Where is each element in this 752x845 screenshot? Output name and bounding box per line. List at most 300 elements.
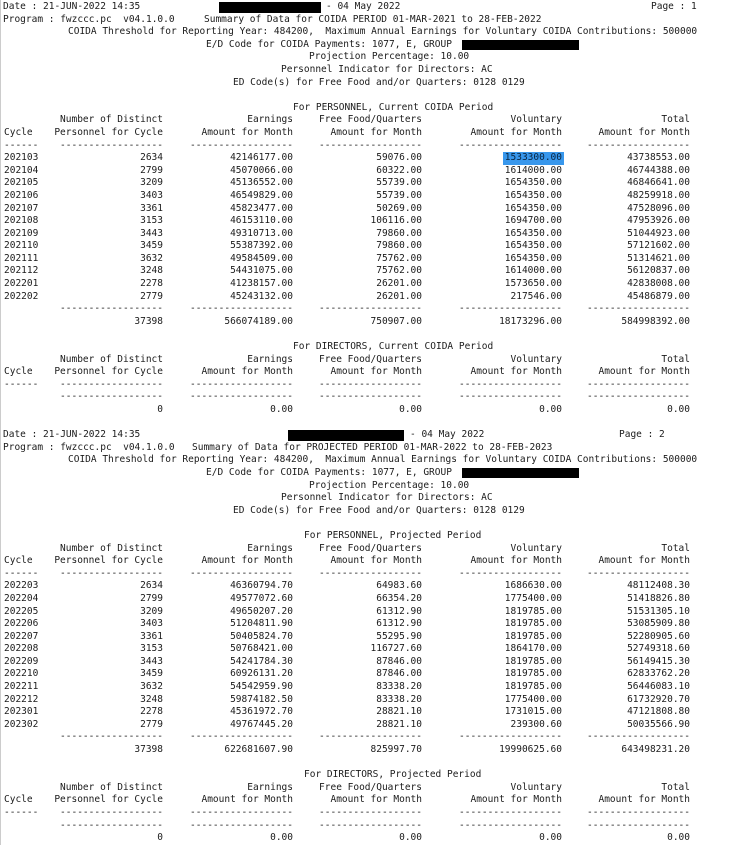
page-header-line-1	[1, 429, 751, 442]
cell-cycle: 202112	[4, 265, 39, 277]
cell-cycle: 202206	[4, 618, 39, 630]
cell-earnings: 45361972.70	[230, 706, 293, 718]
total-personnel-count: 37398	[134, 744, 163, 756]
col-header: Free Food/Quarters	[319, 781, 422, 793]
dash-rule: ------------------	[587, 567, 690, 579]
cell-voluntary: 1775400.00	[504, 592, 562, 604]
col-header: Amount for Month	[201, 794, 293, 806]
page-header-line-2	[1, 14, 751, 27]
dash-rule: ------------------	[319, 567, 422, 579]
table-row[interactable]	[1, 215, 690, 228]
cell-total: 51044923.00	[627, 227, 690, 239]
redacted-company-name-box	[288, 430, 404, 441]
column-header-top	[1, 114, 690, 127]
threshold-text: COIDA Threshold for Reporting Year: 484200, Maximum Annual Earnings for Voluntary COIDA Contributions: 500000	[68, 26, 698, 38]
totals-separator	[1, 820, 690, 833]
dash-rule: ------------------	[60, 819, 163, 831]
col-header: Amount for Month	[330, 794, 422, 806]
cell-personnel-count: 2278	[140, 278, 163, 290]
dash-rule: ------------------	[459, 819, 562, 831]
dash-rule: ------------------	[587, 807, 690, 818]
col-header: Personnel for Cycle	[54, 126, 163, 138]
total-voluntary: 18173296.00	[499, 315, 562, 327]
table-row[interactable]	[1, 177, 690, 190]
cell-voluntary: 1654350.00	[504, 177, 562, 189]
cell-cycle: 202210	[4, 668, 39, 680]
dash-rule: ------	[4, 378, 39, 390]
cell-voluntary: 1573650.00	[504, 278, 562, 290]
page-number-label: Page : 1	[651, 1, 697, 12]
cell-free-food: 26201.00	[376, 278, 422, 290]
cell-free-food: 55739.00	[376, 189, 422, 201]
totals-row	[1, 404, 690, 417]
col-header: Amount for Month	[330, 555, 422, 567]
cell-voluntary: 1654350.00	[504, 252, 562, 264]
total-free-food: 0.00	[399, 832, 422, 844]
cell-cycle: 202207	[4, 630, 39, 642]
cell-free-food: 61312.90	[376, 618, 422, 630]
cell-free-food: 28821.10	[376, 718, 422, 730]
cell-voluntary[interactable]: 1533300.00	[504, 152, 562, 164]
projection-line	[1, 480, 751, 493]
cell-cycle: 202104	[4, 164, 39, 176]
cell-personnel-count: 3153	[140, 643, 163, 655]
cell-earnings: 59874182.50	[230, 693, 293, 705]
header-underline	[1, 379, 690, 392]
cell-total: 50035566.90	[627, 718, 690, 730]
col-header: Free Food/Quarters	[319, 542, 422, 554]
col-header: Free Food/Quarters	[319, 353, 422, 365]
dash-rule: ------	[4, 139, 39, 151]
col-header: Amount for Month	[201, 555, 293, 567]
cell-personnel-count: 2799	[140, 164, 163, 176]
cell-total: 56149415.30	[627, 655, 690, 667]
total-earnings: 622681607.90	[224, 744, 293, 756]
run-date-suffix: - 04 May 2022	[410, 429, 485, 441]
cell-personnel-count: 3153	[140, 215, 163, 227]
dash-rule: ------------------	[60, 807, 163, 818]
table-row[interactable]	[1, 668, 690, 681]
projection-text: Projection Percentage: 10.00	[309, 479, 470, 491]
cell-earnings: 42146177.00	[230, 152, 293, 164]
blank-line	[1, 417, 751, 430]
dash-rule: ------------------	[459, 391, 562, 403]
cell-total: 47121808.80	[627, 706, 690, 718]
dash-rule: ------------------	[60, 391, 163, 403]
col-header: Amount for Month	[598, 555, 690, 567]
report-title: Summary of Data for PROJECTED PERIOD 01-MAR-2022 to 28-FEB-2023	[192, 441, 553, 453]
dash-rule: ------------------	[319, 139, 422, 151]
column-header-top	[1, 782, 690, 795]
table-title: For PERSONNEL, Current COIDA Period	[293, 101, 494, 113]
cell-earnings: 49577072.60	[230, 592, 293, 604]
dash-rule: ------------------	[190, 807, 293, 818]
header-underline	[1, 140, 690, 153]
cell-total: 52280905.60	[627, 630, 690, 642]
total-earnings: 0.00	[270, 404, 293, 415]
table-title-line	[1, 769, 751, 782]
total-free-food: 0.00	[399, 404, 422, 415]
cell-voluntary: 1819785.00	[504, 668, 562, 680]
cell-voluntary: 1775400.00	[504, 693, 562, 705]
cell-total: 51531305.10	[627, 605, 690, 617]
cell-personnel-count: 3443	[140, 655, 163, 667]
cell-total: 51314621.00	[627, 252, 690, 264]
col-header: Number of Distinct	[60, 114, 163, 126]
header-underline	[1, 807, 690, 820]
cell-voluntary: 1819785.00	[504, 618, 562, 630]
totals-separator	[1, 731, 690, 744]
cell-cycle: 202110	[4, 240, 39, 252]
projection-line	[1, 51, 751, 64]
date-label: Date : 21-JUN-2022 14:35	[3, 1, 141, 12]
cell-free-food: 26201.00	[376, 290, 422, 302]
total-voluntary: 0.00	[539, 404, 562, 415]
total-personnel-count: 0	[157, 404, 163, 415]
cell-cycle: 202106	[4, 189, 39, 201]
dash-rule: ------------------	[459, 139, 562, 151]
total-voluntary: 19990625.60	[499, 744, 562, 756]
col-header: Earnings	[247, 542, 293, 554]
dash-rule: ------------------	[459, 303, 562, 315]
col-header: Number of Distinct	[60, 781, 163, 793]
blank-line	[1, 757, 751, 770]
cell-personnel-count: 2799	[140, 592, 163, 604]
cell-cycle: 202105	[4, 177, 39, 189]
table-row[interactable]	[1, 190, 690, 203]
cell-personnel-count: 2634	[140, 152, 163, 164]
cell-total: 46744388.00	[627, 164, 690, 176]
table-title-line	[1, 341, 751, 354]
cell-free-food: 60322.00	[376, 164, 422, 176]
total-free-food: 825997.70	[370, 744, 422, 756]
page-header-line-1	[1, 1, 751, 14]
cell-earnings: 46360794.70	[230, 580, 293, 592]
col-header: Free Food/Quarters	[319, 114, 422, 126]
dash-rule: ------------------	[319, 819, 422, 831]
table-row[interactable]	[1, 152, 690, 165]
cell-cycle: 202212	[4, 693, 39, 705]
cell-personnel-count: 3403	[140, 189, 163, 201]
cell-voluntary: 1654350.00	[504, 227, 562, 239]
projection-text: Projection Percentage: 10.00	[309, 51, 470, 63]
cell-earnings: 41238157.00	[230, 278, 293, 290]
totals-separator	[1, 303, 690, 316]
total-earnings: 0.00	[270, 832, 293, 844]
cell-cycle: 202202	[4, 290, 39, 302]
col-header: Total	[661, 353, 690, 365]
dash-rule: ------------------	[190, 378, 293, 390]
redacted-group-code-box	[462, 468, 579, 479]
cell-cycle: 202302	[4, 718, 39, 730]
dash-rule: ------------------	[587, 731, 690, 743]
cell-cycle: 202205	[4, 605, 39, 617]
cell-cycle: 202109	[4, 227, 39, 239]
total-total: 643498231.20	[621, 744, 690, 756]
table-row[interactable]	[1, 694, 690, 707]
table-row[interactable]	[1, 631, 690, 644]
table-row[interactable]	[1, 203, 690, 216]
table-title-line	[1, 102, 751, 115]
ed-code-line	[1, 467, 751, 480]
total-total: 0.00	[667, 404, 690, 415]
column-header-bottom	[1, 794, 690, 807]
totals-row	[1, 316, 690, 329]
cell-earnings: 46549829.00	[230, 189, 293, 201]
col-header: Amount for Month	[598, 366, 690, 378]
col-header: Voluntary	[510, 781, 562, 793]
totals-separator	[1, 391, 690, 404]
col-header: Voluntary	[510, 542, 562, 554]
table-row[interactable]	[1, 593, 690, 606]
cell-personnel-count: 3209	[140, 605, 163, 617]
table-row[interactable]	[1, 656, 690, 669]
col-header: Total	[661, 542, 690, 554]
cell-free-food: 64983.60	[376, 580, 422, 592]
cell-voluntary: 1731015.00	[504, 706, 562, 718]
cell-cycle: 202203	[4, 580, 39, 592]
table-row[interactable]	[1, 265, 690, 278]
dash-rule: ------------------	[319, 303, 422, 315]
col-header: Amount for Month	[598, 126, 690, 138]
ed-code-text: E/D Code for COIDA Payments: 1077, E, GROUP	[206, 466, 452, 478]
cell-cycle: 202201	[4, 278, 39, 290]
cell-earnings: 45823477.00	[230, 202, 293, 214]
cell-earnings: 54241784.30	[230, 655, 293, 667]
dash-rule: ------------------	[459, 807, 562, 818]
col-header: Number of Distinct	[60, 542, 163, 554]
cell-earnings: 45070066.00	[230, 164, 293, 176]
table-row[interactable]	[1, 291, 690, 304]
dash-rule: ------------------	[60, 378, 163, 390]
cell-total: 47528096.00	[627, 202, 690, 214]
total-personnel-count: 0	[157, 832, 163, 844]
cell-voluntary: 1694700.00	[504, 215, 562, 227]
col-header-cycle: Cycle	[4, 555, 33, 567]
table-row[interactable]	[1, 228, 690, 241]
col-header-cycle: Cycle	[4, 794, 33, 806]
program-label: Program : fwzccc.pc v04.1.0.0	[3, 13, 175, 25]
cell-total: 48112408.30	[627, 580, 690, 592]
cell-free-food: 55295.90	[376, 630, 422, 642]
cell-cycle: 202211	[4, 681, 39, 693]
cell-personnel-count: 3443	[140, 227, 163, 239]
table-row[interactable]	[1, 253, 690, 266]
total-earnings: 566074189.00	[224, 315, 293, 327]
cell-free-food: 116727.60	[370, 643, 422, 655]
ed-code-line	[1, 39, 751, 52]
cell-free-food: 83338.20	[376, 681, 422, 693]
col-header: Earnings	[247, 114, 293, 126]
table-title-line	[1, 530, 751, 543]
cell-personnel-count: 3403	[140, 618, 163, 630]
cell-total: 56120837.00	[627, 265, 690, 277]
cell-earnings: 50405824.70	[230, 630, 293, 642]
col-header: Amount for Month	[330, 126, 422, 138]
cell-cycle: 202204	[4, 592, 39, 604]
redacted-group-code-box	[462, 40, 579, 51]
cell-personnel-count: 3459	[140, 240, 163, 252]
dash-rule: ------	[4, 567, 39, 579]
table-row[interactable]	[1, 681, 690, 694]
free-food-line	[1, 505, 751, 518]
cell-voluntary: 1864170.00	[504, 643, 562, 655]
cell-free-food: 59076.00	[376, 152, 422, 164]
col-header: Voluntary	[510, 114, 562, 126]
cell-earnings: 51204811.90	[230, 618, 293, 630]
col-header: Amount for Month	[470, 366, 562, 378]
cell-earnings: 49767445.20	[230, 718, 293, 730]
cell-earnings: 49310713.00	[230, 227, 293, 239]
dash-rule: ------------------	[587, 819, 690, 831]
cell-earnings: 45136552.00	[230, 177, 293, 189]
cell-voluntary: 1819785.00	[504, 605, 562, 617]
total-total: 0.00	[667, 832, 690, 844]
table-row[interactable]	[1, 719, 690, 732]
cell-free-food: 79860.00	[376, 240, 422, 252]
table-row[interactable]	[1, 240, 690, 253]
column-header-top	[1, 543, 690, 556]
cell-personnel-count: 2779	[140, 290, 163, 302]
table-row[interactable]	[1, 165, 690, 178]
cell-voluntary: 1686630.00	[504, 580, 562, 592]
dash-rule: ------------------	[190, 567, 293, 579]
table-row[interactable]	[1, 278, 690, 291]
cell-free-food: 50269.00	[376, 202, 422, 214]
cell-free-food: 66354.20	[376, 592, 422, 604]
cell-cycle: 202301	[4, 706, 39, 718]
free-food-line	[1, 77, 751, 90]
column-header-bottom	[1, 366, 690, 379]
col-header: Amount for Month	[201, 366, 293, 378]
cell-total: 45486879.00	[627, 290, 690, 302]
report-page-1	[1, 1, 751, 429]
table-row[interactable]	[1, 618, 690, 631]
table-row[interactable]	[1, 643, 690, 656]
blank-line	[1, 89, 751, 102]
col-header: Amount for Month	[470, 794, 562, 806]
cell-voluntary: 1819785.00	[504, 630, 562, 642]
cell-voluntary: 1654350.00	[504, 189, 562, 201]
cell-total: 62833762.20	[627, 668, 690, 680]
cell-free-food: 79860.00	[376, 227, 422, 239]
col-header: Amount for Month	[201, 126, 293, 138]
total-personnel-count: 37398	[134, 315, 163, 327]
cell-personnel-count: 3209	[140, 177, 163, 189]
cell-cycle: 202107	[4, 202, 39, 214]
dash-rule: ------------------	[190, 731, 293, 743]
dash-rule: ------------------	[60, 731, 163, 743]
report-title: Summary of Data for COIDA PERIOD 01-MAR-2021 to 28-FEB-2022	[204, 13, 542, 25]
table-title: For DIRECTORS, Projected Period	[304, 769, 482, 781]
threshold-line	[1, 26, 751, 39]
cell-earnings: 50768421.00	[230, 643, 293, 655]
cell-free-food: 75762.00	[376, 265, 422, 277]
redacted-company-name-box	[219, 2, 321, 13]
dash-rule: ------------------	[60, 303, 163, 315]
cell-cycle: 202208	[4, 643, 39, 655]
cell-personnel-count: 3361	[140, 630, 163, 642]
cell-earnings: 54431075.00	[230, 265, 293, 277]
cell-free-food: 28821.10	[376, 706, 422, 718]
cell-total: 51418826.80	[627, 592, 690, 604]
dash-rule: ------------------	[319, 391, 422, 403]
col-header: Personnel for Cycle	[54, 794, 163, 806]
total-voluntary: 0.00	[539, 832, 562, 844]
cell-total: 42838008.00	[627, 278, 690, 290]
free-food-text: ED Code(s) for Free Food and/or Quarters: 0128 0129	[233, 76, 525, 88]
cell-personnel-count: 2278	[140, 706, 163, 718]
cell-personnel-count: 3459	[140, 668, 163, 680]
totals-row	[1, 744, 690, 757]
table-body	[1, 152, 751, 303]
free-food-text: ED Code(s) for Free Food and/or Quarters: 0128 0129	[233, 504, 525, 516]
cell-earnings: 45243132.00	[230, 290, 293, 302]
ed-code-text: E/D Code for COIDA Payments: 1077, E, GROUP	[206, 38, 452, 50]
cell-cycle: 202111	[4, 252, 39, 264]
cell-free-food: 87846.00	[376, 668, 422, 680]
total-free-food: 750907.00	[370, 315, 422, 327]
total-total: 584998392.00	[621, 315, 690, 327]
col-header: Earnings	[247, 353, 293, 365]
cell-voluntary: 1819785.00	[504, 655, 562, 667]
cell-free-food: 75762.00	[376, 252, 422, 264]
dash-rule: ------------------	[587, 378, 690, 390]
dash-rule: ------------------	[459, 731, 562, 743]
dash-rule: ------------------	[190, 303, 293, 315]
cell-earnings: 60926131.20	[230, 668, 293, 680]
directors-indicator-text: Personnel Indicator for Directors: AC	[281, 63, 493, 75]
cell-free-food: 61312.90	[376, 605, 422, 617]
dash-rule: ------------------	[60, 139, 163, 151]
cell-voluntary: 1654350.00	[504, 202, 562, 214]
table-row[interactable]	[1, 580, 690, 593]
table-row[interactable]	[1, 606, 690, 619]
col-header-cycle: Cycle	[4, 366, 33, 378]
col-header: Amount for Month	[598, 794, 690, 806]
cell-personnel-count: 2634	[140, 580, 163, 592]
run-date-suffix: - 04 May 2022	[326, 1, 401, 12]
col-header: Amount for Month	[330, 366, 422, 378]
table-row[interactable]	[1, 706, 690, 719]
cell-earnings: 54542959.90	[230, 681, 293, 693]
threshold-text: COIDA Threshold for Reporting Year: 484200, Maximum Annual Earnings for Voluntary COIDA Contributions: 500000	[68, 454, 698, 466]
blank-line	[1, 517, 751, 530]
dash-rule: ------------------	[319, 731, 422, 743]
cell-free-food: 87846.00	[376, 655, 422, 667]
cell-total: 57121602.00	[627, 240, 690, 252]
column-header-top	[1, 354, 690, 367]
cell-voluntary: 1614000.00	[504, 164, 562, 176]
col-header: Total	[661, 114, 690, 126]
cell-free-food: 106116.00	[370, 215, 422, 227]
table-title: For DIRECTORS, Current COIDA Period	[293, 341, 494, 353]
col-header: Amount for Month	[470, 555, 562, 567]
col-header-cycle: Cycle	[4, 126, 33, 138]
col-header: Total	[661, 781, 690, 793]
cell-personnel-count: 3632	[140, 252, 163, 264]
cell-free-food: 83338.20	[376, 693, 422, 705]
cell-voluntary: 1614000.00	[504, 265, 562, 277]
dash-rule: ------------------	[190, 391, 293, 403]
totals-row	[1, 832, 690, 845]
header-underline	[1, 568, 690, 581]
cell-personnel-count: 3248	[140, 265, 163, 277]
page-number-label: Page : 2	[619, 429, 665, 441]
directors-indicator-line	[1, 64, 751, 77]
cell-voluntary: 1819785.00	[504, 681, 562, 693]
dash-rule: ------------------	[60, 567, 163, 579]
